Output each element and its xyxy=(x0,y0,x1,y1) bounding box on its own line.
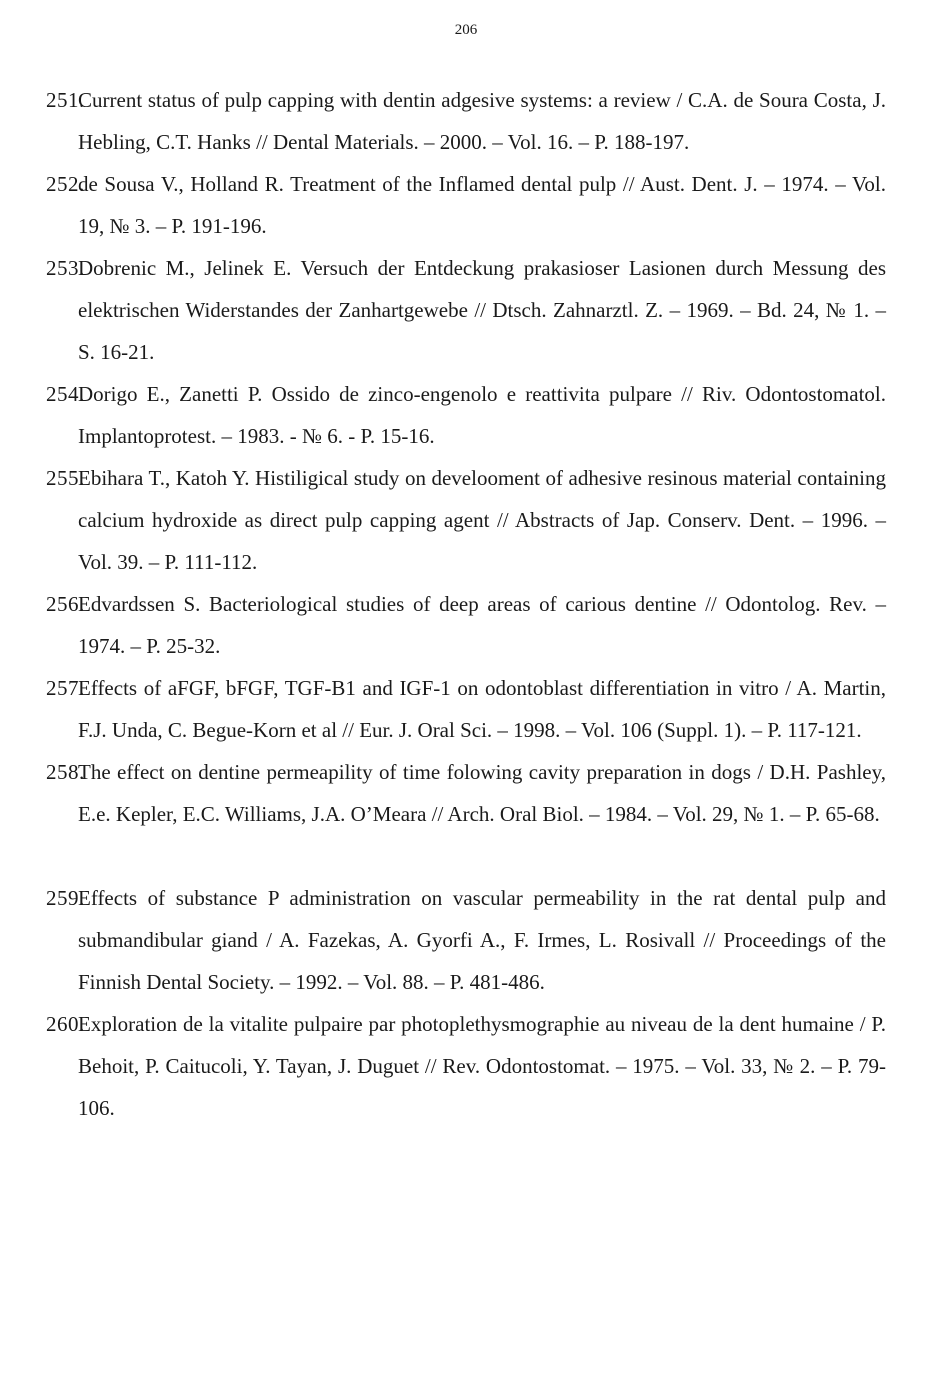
reference-item-256 xyxy=(46,583,886,667)
reference-item-253 xyxy=(46,247,886,373)
reference-item-251 xyxy=(46,79,886,163)
reference-text: de Sousa V., Holland R. Treatment of the Inflamed dental pulp // Aust. Dent. J. – 1974. – Vol. 19, № 3. – P. 191-196. xyxy=(78,172,886,238)
reference-number: 258. xyxy=(46,760,85,784)
reference-number: 259. xyxy=(46,886,85,910)
reference-text: Dobrenic M., Jelinek E. Versuch der Entdeckung prakasioser Lasionen durch Messung des elektrischen Widerstandes der Zanhartgewebe // Dtsch. Zahnarztl. Z. – 1969. – Bd. 24, № 1. – S. 16-21. xyxy=(78,256,886,364)
reference-item-255 xyxy=(46,457,886,583)
reference-text: Ebihara T., Katoh Y. Histiligical study on develooment of adhesive resinous material containing calcium hydroxide as direct pulp capping agent // Abstracts of Jap. Conserv. Dent. – 1996. – Vol. 39. – P. 111-112. xyxy=(78,466,886,574)
reference-text: The effect on dentine permeapility of time folowing cavity preparation in dogs / D.H. Pashley, E.e. Kepler, E.C. Williams, J.A. O’Meara // Arch. Oral Biol. – 1984. – Vol. 29, № 1. – P. 65-68. xyxy=(78,760,886,826)
reference-number: 257. xyxy=(46,676,85,700)
reference-number: 252. xyxy=(46,172,85,196)
reference-text: Dorigo E., Zanetti P. Ossido de zinco-engenolo e reattivita pulpare // Riv. Odontostomatol. Implantoprotest. – 1983. - № 6. - P. 15-16. xyxy=(78,382,886,448)
reference-number: 251. xyxy=(46,88,85,112)
reference-item-260 xyxy=(46,1003,886,1129)
reference-number: 260. xyxy=(46,1012,85,1036)
reference-item-252 xyxy=(46,163,886,247)
reference-number: 256. xyxy=(46,592,85,616)
reference-text: Current status of pulp capping with dentin adgesive systems: a review / C.A. de Soura Costa, J. Hebling, C.T. Hanks // Dental Materials. – 2000. – Vol. 16. – P. 188-197. xyxy=(78,88,886,154)
reference-list xyxy=(46,79,886,1129)
reference-item-254 xyxy=(46,373,886,457)
reference-number: 253. xyxy=(46,256,85,280)
reference-text: Effects of substance P administration on vascular permeability in the rat dental pulp and submandibular giand / A. Fazekas, A. Gyorfi A., F. Irmes, L. Rosivall // Proceedings of the Finnish Dental Society. – 1992. – Vol. 88. – P. 481-486. xyxy=(78,886,886,994)
reference-number: 254. xyxy=(46,382,85,406)
reference-text: Effects of aFGF, bFGF, TGF-B1 and IGF-1 on odontoblast differentiation in vitro / A. Martin, F.J. Unda, C. Begue-Korn et al // Eur. J. Oral Sci. – 1998. – Vol. 106 (Suppl. 1). – P. 117-121. xyxy=(78,676,886,742)
reference-item-258 xyxy=(46,751,886,835)
reference-item-259 xyxy=(46,877,886,1003)
reference-number: 255. xyxy=(46,466,85,490)
reference-item-257 xyxy=(46,667,886,751)
page-number: 206 xyxy=(454,22,478,38)
reference-text: Exploration de la vitalite pulpaire par photoplethysmographie au niveau de la dent humaine / P. Behoit, P. Caitucoli, Y. Tayan, J. Duguet // Rev. Odontostomat. – 1975. – Vol. 33, № 2. – P. 79-106. xyxy=(78,1012,886,1120)
reference-text: Edvardssen S. Bacteriological studies of deep areas of carious dentine // Odontolog. Rev. – 1974. – P. 25-32. xyxy=(78,592,886,658)
